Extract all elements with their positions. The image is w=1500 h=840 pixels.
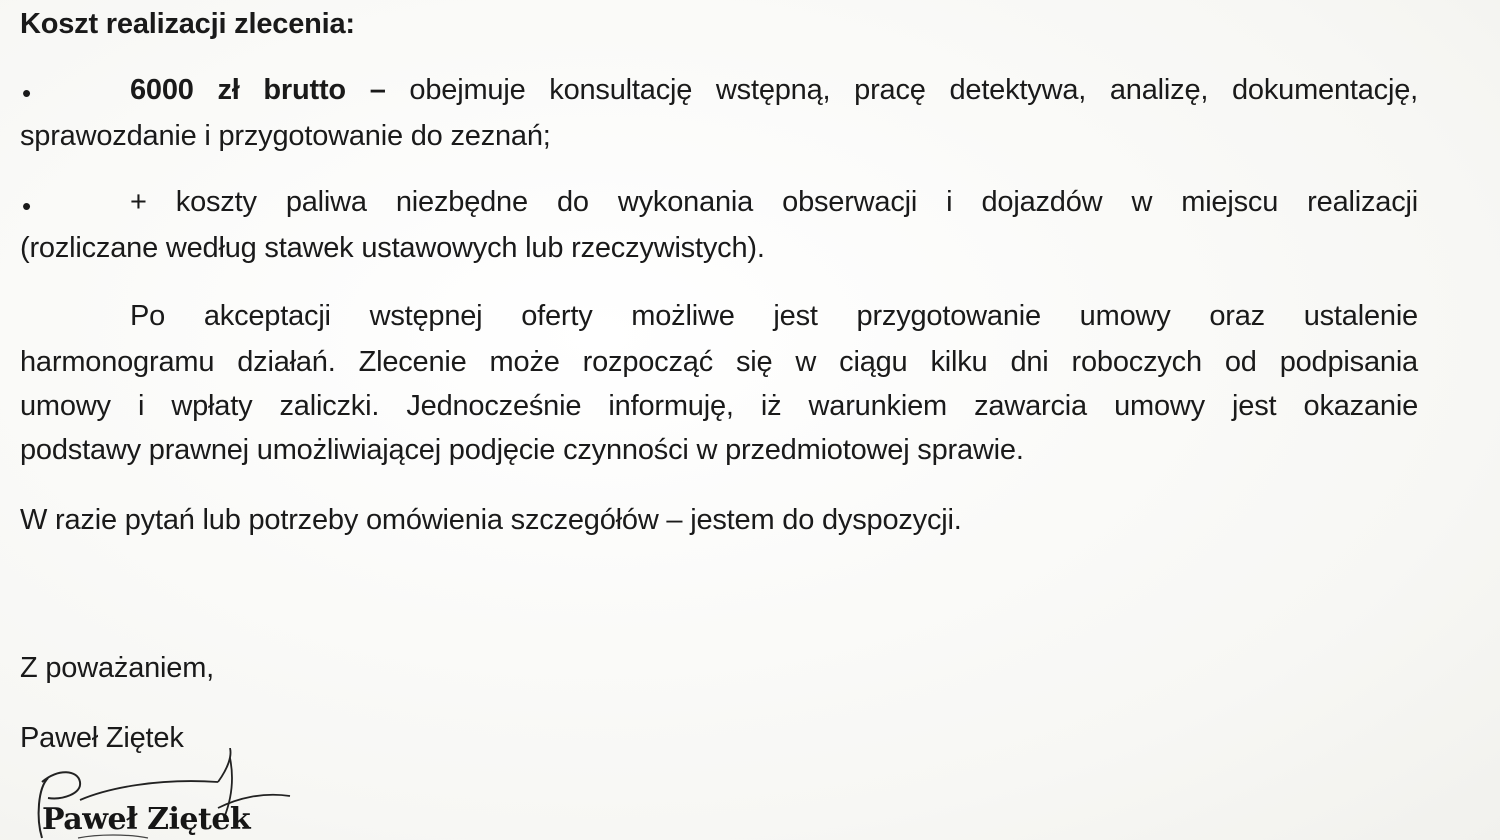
bullet-2-line-2: (rozliczane według stawek ustawowych lub rzeczywistych). xyxy=(20,232,765,264)
paragraph-line-1: Po akceptacji wstępnej oferty możliwe jest przygotowanie umowy oraz ustalenie xyxy=(130,300,1418,332)
price-amount: 6000 zł brutto – xyxy=(130,74,386,106)
price-description: obejmuje konsultację wstępną, pracę detektywa, analizę, dokumentację, xyxy=(385,74,1419,106)
cost-heading: Koszt realizacji zlecenia: xyxy=(20,8,355,40)
stamp-name: Paweł Ziętek xyxy=(42,802,251,837)
paragraph-line-3: umowy i wpłaty zaliczki. Jednocześnie informuję, iż warunkiem zawarcia umowy jest okazanie xyxy=(20,390,1418,422)
bullet-1-line-1 xyxy=(130,68,1418,112)
closing-line: W razie pytań lub potrzeby omówienia szczegółów – jestem do dyspozycji. xyxy=(20,504,962,536)
bullet-2-line-1: + koszty paliwa niezbędne do wykonania obserwacji i dojazdów w miejscu realizacji xyxy=(130,186,1418,218)
bullet-1-line-2: sprawozdanie i przygotowanie do zeznań; xyxy=(20,120,551,152)
author-name: Paweł Ziętek xyxy=(20,722,184,754)
bullet-marker-1: • xyxy=(22,78,32,108)
paragraph-line-4: podstawy prawnej umożliwiającej podjęcie czynności w przedmiotowej sprawie. xyxy=(20,434,1024,466)
bullet-marker-2: • xyxy=(22,191,32,221)
salutation: Z poważaniem, xyxy=(20,652,215,684)
paragraph-line-2: harmonogramu działań. Zlecenie może rozpocząć się w ciągu kilku dni roboczych od podpisania xyxy=(20,346,1418,378)
